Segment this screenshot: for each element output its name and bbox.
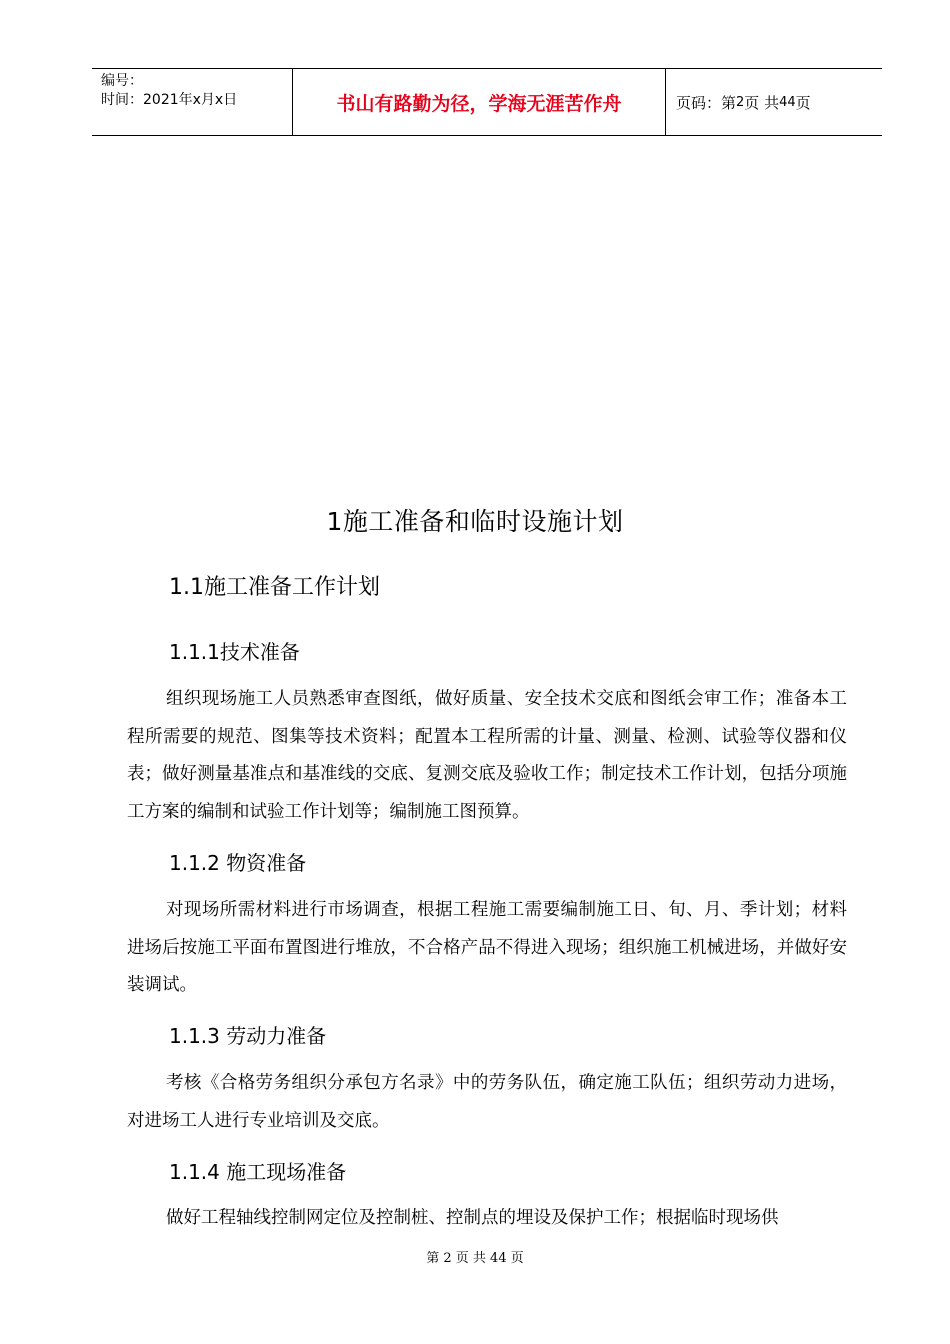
page-total: 44 [779,94,796,110]
paragraph-tech: 组织现场施工人员熟悉审查图纸，做好质量、安全技术交底和图纸会审工作；准备本工程所需要的规范、图集等技术资料；配置本工程所需的计量、测量、检测、试验等仪器和仪表；做好测量基准点和基准线的交底、复测交底及验收工作；制定技术工作计划，包括分项施工方案的编制和试验工作计划等；编制施工图预算。 [127,689,847,822]
subsection-heading-tech: 1.1.1技术准备 [169,640,300,664]
paragraph-materials: 对现场所需材料进行市场调查，根据工程施工需要编制施工日、旬、月、季计划；材料进场后按施工平面布置图进行堆放，不合格产品不得进入现场；组织施工机械进场，并做好安装调试。 [127,900,847,995]
time-label: 时间：2021年x月x日 [101,92,238,108]
page-mid: 页 共 [744,93,780,112]
paragraph-labor: 考核《合格劳务组织分承包方名录》中的劳务队伍，确定施工队伍；组织劳动力进场，对进场工人进行专业培训及交底。 [127,1073,847,1131]
document-title: 1施工准备和临时设施计划 [326,507,624,536]
code-label: 编号： [101,73,143,89]
subsection-heading-site: 1.1.4 施工现场准备 [169,1160,347,1184]
subsection-heading-materials: 1.1.2 物资准备 [169,851,307,875]
subsection-heading-labor: 1.1.3 劳动力准备 [169,1024,327,1048]
section-heading: 1.1施工准备工作计划 [169,575,380,600]
header-info-cell [92,69,293,135]
paragraph-site: 做好工程轴线控制网定位及控制桩、控制点的埋设及保护工作；根据临时现场供 [166,1208,779,1228]
page-prefix: 页码：第 [676,93,737,112]
header-table [92,68,882,136]
page-footer: 第 2 页 共 44 页 [426,1251,524,1266]
header-motto: 书山有路勤为径，学海无涯苦作舟 [293,69,666,135]
header-page-info [666,69,882,135]
page-number: 2 [736,94,745,110]
page-suffix: 页 [795,93,811,112]
